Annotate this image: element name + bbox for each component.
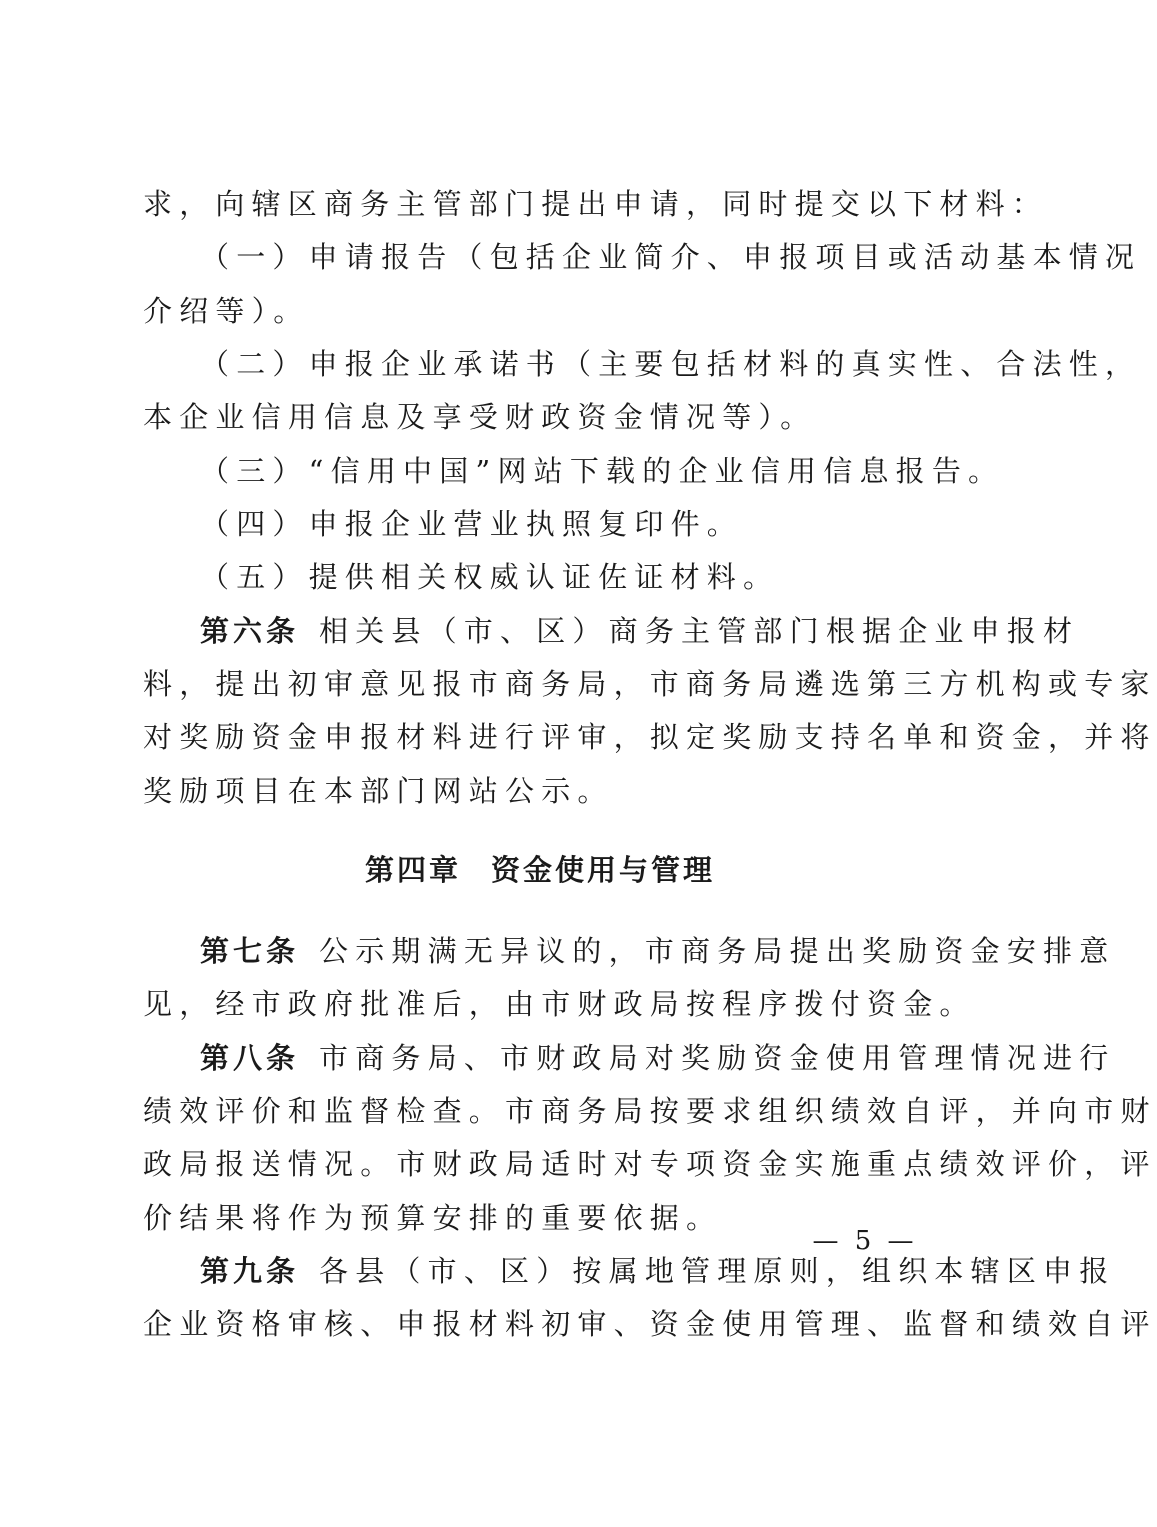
chapter-heading (0, 850, 1080, 890)
article-9-text: 各县（市、区）按属地管理原则，组织本辖区申报 (319, 1254, 1116, 1288)
text-line: （四）申报企业营业执照复印件。 (200, 507, 744, 541)
text-line: 政局报送情况。市财政局适时对专项资金实施重点绩效评价，评 (143, 1147, 1157, 1181)
text-line: 求，向辖区商务主管部门提出申请，同时提交以下材料： (143, 187, 1049, 221)
article-8-text: 市商务局、市财政局对奖励资金使用管理情况进行 (319, 1041, 1116, 1075)
text-line: （三）“信用中国”网站下载的企业信用信息报告。 (200, 454, 1005, 488)
text-line: （一）申请报告（包括企业简介、申报项目或活动基本情况 (200, 240, 1142, 274)
article-6-text: 相关县（市、区）商务主管部门根据企业申报材 (319, 614, 1080, 648)
text-line: 绩效评价和监督检查。市商务局按要求组织绩效自评，并向市财 (143, 1094, 1157, 1128)
text-line: 本企业信用信息及享受财政资金情况等）。 (143, 400, 817, 434)
article-6-title: 第六条 (200, 614, 300, 648)
article-9-title: 第九条 (200, 1254, 300, 1288)
text-line: （五）提供相关权威认证佐证材料。 (200, 560, 780, 594)
page-number: — 5 — (812, 1226, 918, 1256)
chapter-number: 第四章 (364, 853, 461, 887)
text-line: （二）申报企业承诺书（主要包括材料的真实性、合法性， (200, 347, 1142, 381)
text-line: 对奖励资金申报材料进行评审，拟定奖励支持名单和资金，并将 (143, 720, 1157, 754)
text-line: 见，经市政府批准后，由市财政局按程序拨付资金。 (143, 987, 976, 1021)
article-7-first-line (200, 931, 1116, 971)
article-8-title: 第八条 (200, 1041, 300, 1075)
text-line: 价结果将作为预算安排的重要依据。 (143, 1201, 723, 1235)
text-line: 奖励项目在本部门网站公示。 (143, 774, 614, 808)
article-7-title: 第七条 (200, 934, 300, 968)
text-line: 介绍等）。 (143, 294, 310, 328)
text-line: 企业资格审核、申报材料初审、资金使用管理、监督和绩效自评 (143, 1307, 1157, 1341)
article-6-first-line (200, 611, 1080, 651)
text-line: 料，提出初审意见报市商务局，市商务局遴选第三方机构或专家 (143, 667, 1157, 701)
chapter-title: 资金使用与管理 (491, 853, 716, 887)
article-7-text: 公示期满无异议的，市商务局提出奖励资金安排意 (319, 934, 1116, 968)
article-8-first-line (200, 1038, 1116, 1078)
